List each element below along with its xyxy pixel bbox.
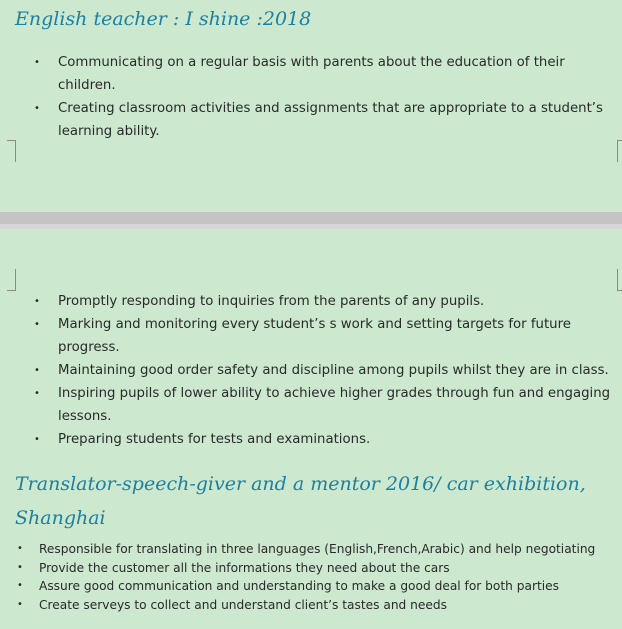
page-margin-corner-mark (617, 140, 622, 162)
bullet-icon: • (34, 365, 40, 376)
english-teacher-duties-list (34, 51, 618, 143)
list-item: • Creating classroom activities and assignments that are appropriate to a student’s learning ability. (58, 97, 618, 143)
bullet-icon: • (17, 543, 23, 554)
bullet-icon: • (34, 434, 40, 445)
list-item: • Maintaining good order safety and discipline among pupils whilst they are in class. (58, 359, 613, 382)
list-item: • Marking and monitoring every student’s s work and setting targets for future progress. (58, 313, 613, 359)
list-item: • Create serveys to collect and understand client’s tastes and needs (39, 596, 619, 615)
bullet-icon: • (17, 561, 23, 573)
list-item: • Communicating on a regular basis with parents about the education of their children. (58, 51, 618, 97)
bullet-icon: • (34, 388, 40, 399)
section-heading-translator: Translator-speech-giver and a mentor 2016/ car exhibition, Shanghai (15, 473, 586, 529)
page-1 (0, 0, 622, 212)
bullet-icon: • (34, 103, 40, 114)
page-margin-corner-mark (7, 269, 16, 291)
page-margin-corner-mark (7, 140, 16, 162)
bullet-icon: • (34, 296, 40, 307)
page-break-gap (0, 212, 622, 229)
list-item: • Preparing students for tests and examinations. (58, 428, 613, 451)
bullet-icon: • (34, 319, 40, 330)
list-item: • Assure good communication and understanding to make a good deal for both parties (39, 577, 619, 596)
page-2 (0, 229, 622, 629)
bullet-icon: • (17, 580, 23, 591)
list-item: • Promptly responding to inquiries from the parents of any pupils. (58, 290, 613, 313)
bullet-icon: • (17, 598, 23, 610)
list-item: • Responsible for translating in three languages (English,French,Arabic) and help negotiating (39, 540, 619, 559)
english-teacher-duties-list-continued (34, 290, 613, 451)
translator-duties-list (17, 540, 619, 614)
section-heading-english-teacher: English teacher : I shine :2018 (15, 8, 312, 30)
bullet-icon: • (34, 57, 40, 68)
page-margin-corner-mark (617, 269, 622, 291)
list-item: • Inspiring pupils of lower ability to achieve higher grades through fun and engaging lessons. (58, 382, 613, 428)
list-item: • Provide the customer all the informations they need about the cars (39, 559, 619, 578)
